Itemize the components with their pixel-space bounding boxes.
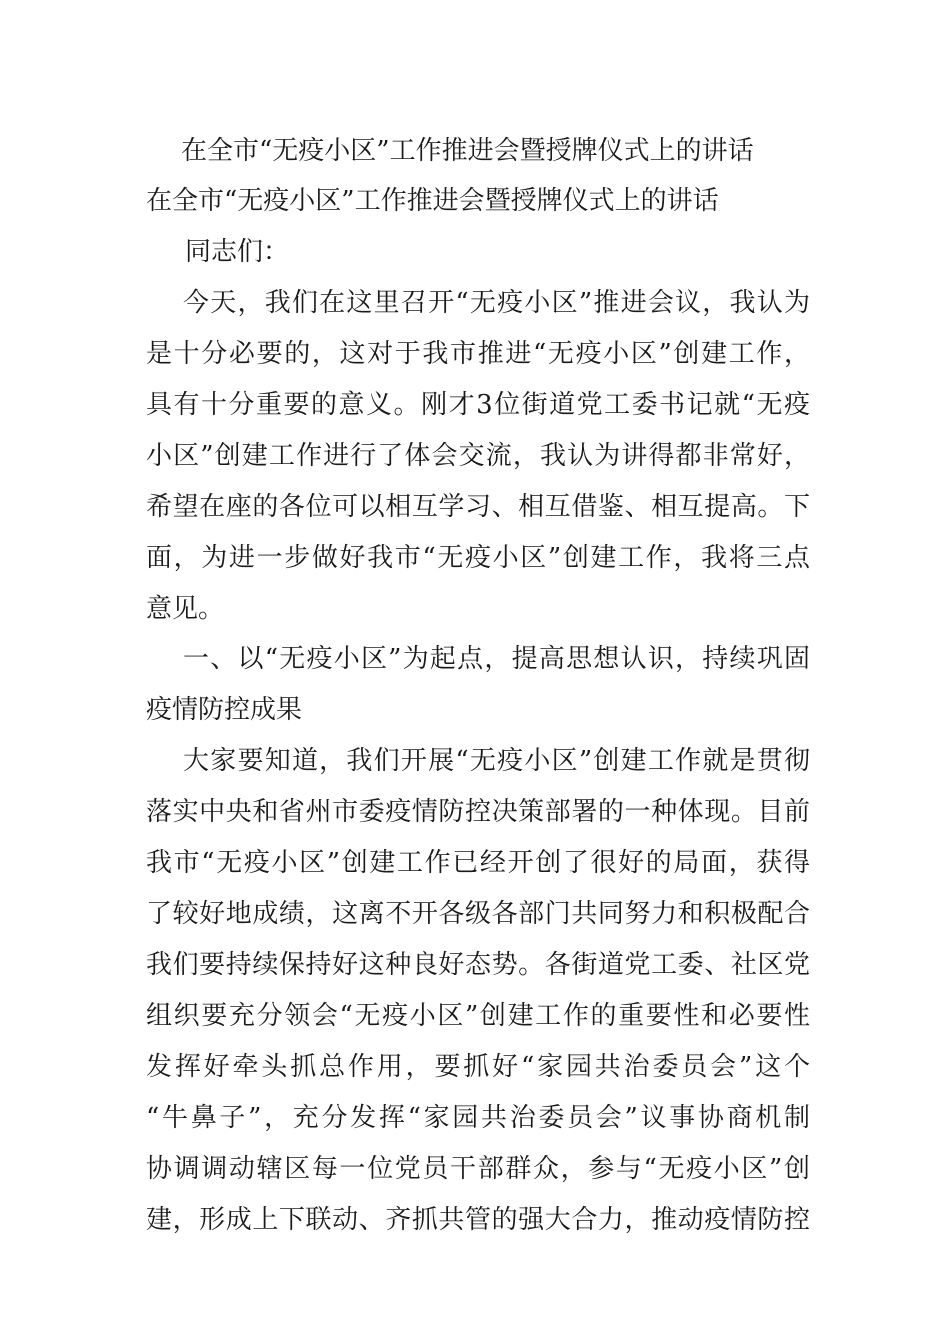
body-line-12: 我们要持续保持好这种良好态势。各街道党工委、社区党 [146, 950, 810, 980]
body-line-4: 小区”创建工作进行了体会交流，我认为讲得都非常好， [146, 441, 810, 471]
body-line-14: 发挥好牵头抓总作用，要抓好“家园共治委员会”这个 [146, 1052, 810, 1082]
body-line-8: 大家要知道，我们开展“无疫小区”创建工作就是贯彻 [183, 746, 810, 776]
body-line-10: 我市“无疫小区”创建工作已经开创了很好的局面，获得 [146, 848, 810, 878]
body-line-16: 协调调动辖区每一位党员干部群众，参与“无疫小区”创 [146, 1154, 810, 1184]
section-heading-line-1: 一、以“无疫小区”为起点，提高思想认识，持续巩固 [183, 644, 810, 674]
body-line-13: 组织要充分领会“无疫小区”创建工作的重要性和必要性 [146, 1001, 810, 1031]
body-line-6: 面，为进一步做好我市“无疫小区”创建工作，我将三点 [146, 543, 810, 573]
section-heading-line-2: 疫情防控成果 [146, 695, 303, 725]
salutation: 同志们： [185, 237, 290, 267]
body-line-1: 今天，我们在这里召开“无疫小区”推进会议，我认为 [183, 288, 810, 318]
body-line-9: 落实中央和省州市委疫情防控决策部署的一种体现。目前 [146, 797, 810, 827]
body-line-11: 了较好地成绩，这离不开各级各部门共同努力和积极配合 [146, 899, 810, 929]
body-line-15: “牛鼻子”，充分发挥“家园共治委员会”议事协商机制 [146, 1103, 810, 1133]
body-line-2: 是十分必要的，这对于我市推进“无疫小区”创建工作， [146, 339, 810, 369]
document-title-second: 在全市“无疫小区”工作推进会暨授牌仪式上的讲话 [146, 186, 719, 216]
body-line-5: 希望在座的各位可以相互学习、相互借鉴、相互提高。下 [146, 492, 810, 522]
body-line-3: 具有十分重要的意义。刚才3位街道党工委书记就“无疫 [146, 390, 810, 420]
body-line-17: 建，形成上下联动、齐抓共管的强大合力，推动疫情防控 [146, 1205, 810, 1235]
body-line-7: 意见。 [146, 594, 225, 624]
document-title-first: 在全市“无疫小区”工作推进会暨授牌仪式上的讲话 [181, 136, 754, 166]
